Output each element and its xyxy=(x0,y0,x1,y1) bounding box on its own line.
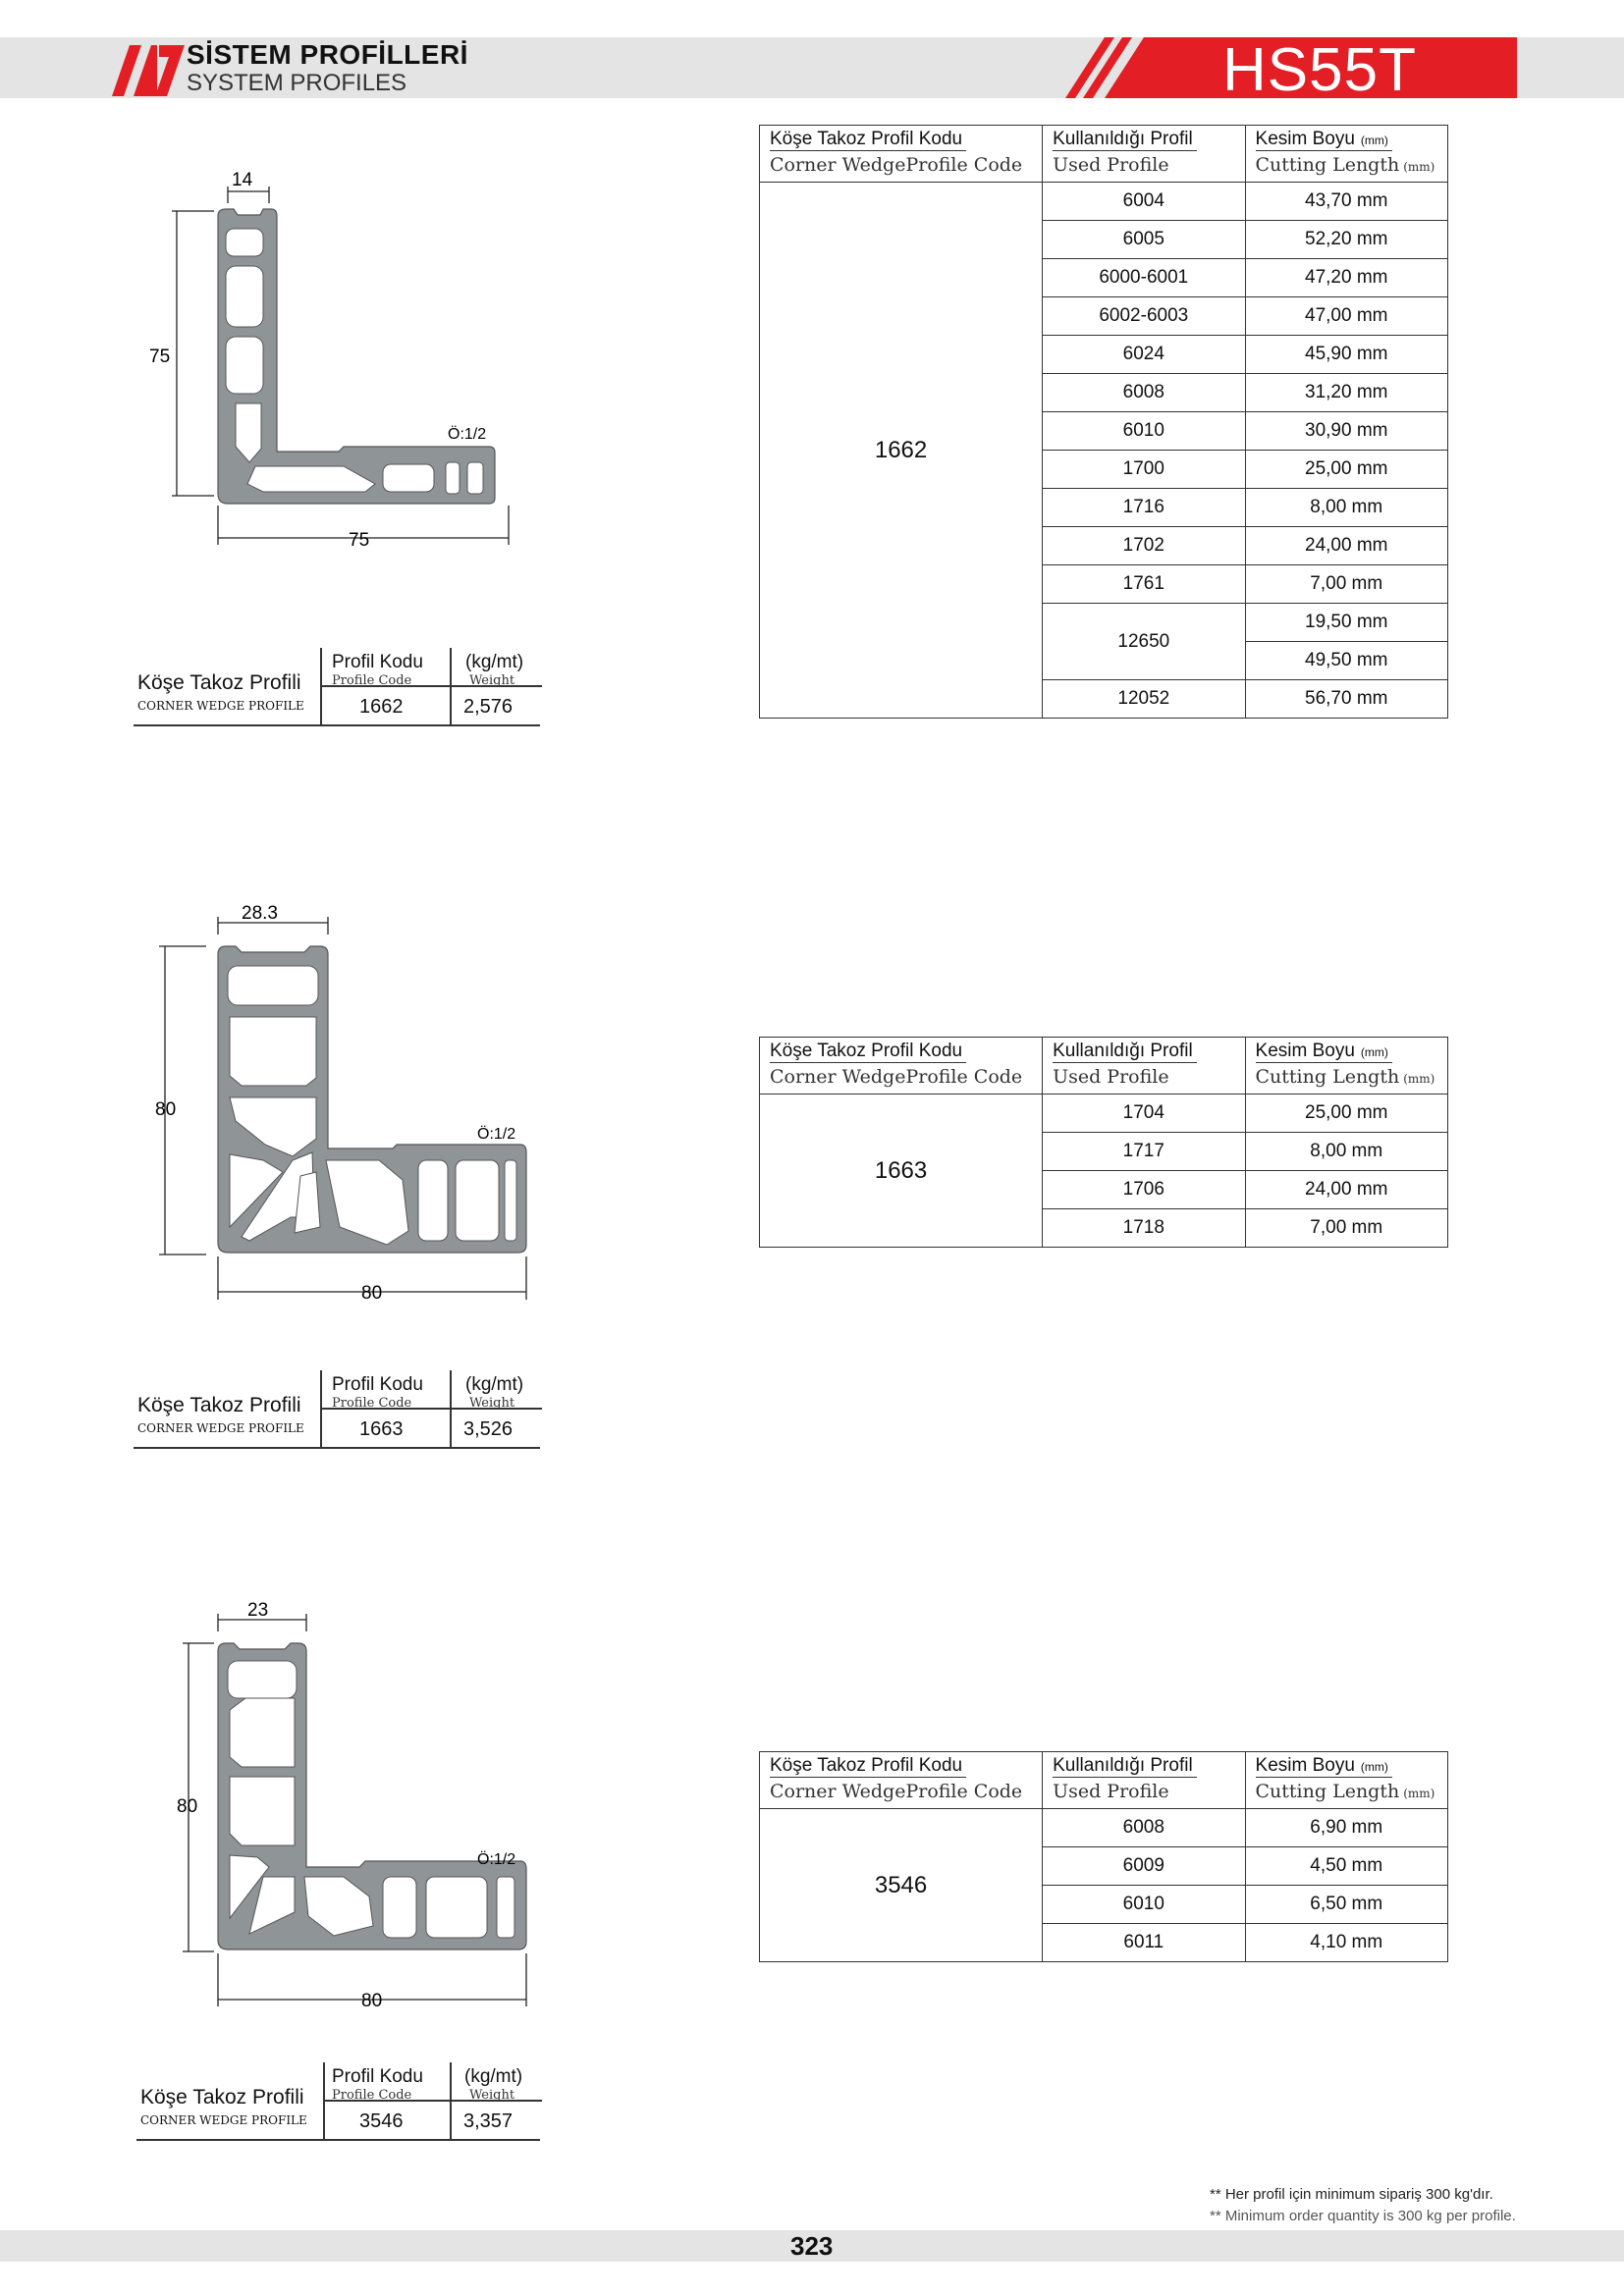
width-dimension: 14 xyxy=(232,172,253,190)
cutting-length-cell: 4,10 mm xyxy=(1245,1924,1447,1962)
height-dimension: 80 xyxy=(177,1796,198,1817)
weight-value: 3,526 xyxy=(463,1418,514,1440)
min-order-note-tr: ** Her profil için minimum sipariş 300 kg'dır. xyxy=(1210,2186,1493,2203)
min-order-note-en: ** Minimum order quantity is 300 kg per profile. xyxy=(1210,2208,1516,2224)
cutting-length-cell: 6,50 mm xyxy=(1245,1886,1447,1924)
cutting-length-cell: 19,50 mm xyxy=(1245,604,1447,642)
spec-name: Köşe Takoz Profili xyxy=(137,1394,301,1416)
base-dimension: 75 xyxy=(349,530,370,551)
brand-subtitle: SYSTEM PROFILES xyxy=(187,70,407,96)
cutting-table-1663 xyxy=(759,1037,1448,1248)
profile-drawing-1662 xyxy=(147,172,520,564)
cutting-length-cell: 6,90 mm xyxy=(1245,1809,1447,1847)
weight-value: 2,576 xyxy=(463,696,514,718)
spec-name-en: CORNER WEDGE PROFILE xyxy=(137,699,304,713)
used-profile-cell: 6010 xyxy=(1043,1886,1245,1924)
profile-code-label: Profil Kodu xyxy=(332,1374,423,1395)
used-profile-cell: 1761 xyxy=(1043,565,1245,604)
header-used-en: Used Profile xyxy=(1053,1781,1169,1802)
header-used-tr: Kullanıldığı Profil xyxy=(1053,1755,1197,1778)
profile-code-label-en: Profile Code xyxy=(332,2088,412,2103)
cutting-length-cell: 8,00 mm xyxy=(1245,489,1447,527)
weight-label: (kg/mt) xyxy=(464,2066,523,2087)
cutting-length-cell: 25,00 mm xyxy=(1245,1095,1447,1133)
profile-code-label: Profil Kodu xyxy=(332,652,423,672)
cutting-length-cell: 49,50 mm xyxy=(1245,642,1447,680)
used-profile-cell: 12052 xyxy=(1043,680,1245,719)
profile-code-value: 1662 xyxy=(359,696,404,718)
header-code-tr: Köşe Takoz Profil Kodu xyxy=(770,1755,966,1778)
used-profile-cell: 1700 xyxy=(1043,451,1245,489)
header-length-tr: Kesim Boyu (mm) xyxy=(1256,129,1392,151)
used-profile-cell: 6004 xyxy=(1043,183,1245,221)
height-dimension: 80 xyxy=(155,1099,177,1120)
header-length-tr: Kesim Boyu (mm) xyxy=(1256,1755,1392,1778)
cutting-length-cell: 24,00 mm xyxy=(1245,1171,1447,1209)
cutting-length-cell: 4,50 mm xyxy=(1245,1847,1447,1886)
cutting-length-cell: 31,20 mm xyxy=(1245,374,1447,412)
cutting-length-cell: 24,00 mm xyxy=(1245,527,1447,565)
cutting-length-cell: 47,00 mm xyxy=(1245,297,1447,336)
scale-label: Ö:1/2 xyxy=(477,1851,516,1868)
cutting-length-cell: 7,00 mm xyxy=(1245,565,1447,604)
cutting-length-cell: 8,00 mm xyxy=(1245,1133,1447,1171)
used-profile-cell: 1716 xyxy=(1043,489,1245,527)
header-used-en: Used Profile xyxy=(1053,154,1169,176)
spec-box-1662 xyxy=(137,648,550,726)
weight-label-en: Weight xyxy=(469,673,515,688)
used-profile-cell: 6010 xyxy=(1043,412,1245,451)
spec-name: Köşe Takoz Profili xyxy=(140,2086,304,2109)
cutting-length-cell: 45,90 mm xyxy=(1245,336,1447,374)
width-dimension: 28.3 xyxy=(242,903,278,924)
header-used-en: Used Profile xyxy=(1053,1066,1169,1088)
scale-label: Ö:1/2 xyxy=(477,1126,516,1143)
spec-name-en: CORNER WEDGE PROFILE xyxy=(140,2113,307,2127)
used-profile-cell: 1706 xyxy=(1043,1171,1245,1209)
scale-label: Ö:1/2 xyxy=(448,426,487,443)
header-code-en: Corner WedgeProfile Code xyxy=(770,1781,1023,1802)
spec-name-en: CORNER WEDGE PROFILE xyxy=(137,1421,304,1435)
cutting-length-cell: 56,70 mm xyxy=(1245,680,1447,719)
weight-label-en: Weight xyxy=(469,1396,515,1411)
profile-code-label-en: Profile Code xyxy=(332,1396,412,1411)
base-dimension: 80 xyxy=(361,1283,383,1304)
page-number: 323 xyxy=(790,2231,834,2261)
spec-box-3546 xyxy=(140,2062,553,2141)
cutting-length-cell: 47,20 mm xyxy=(1245,259,1447,297)
cutting-length-cell: 52,20 mm xyxy=(1245,221,1447,259)
brand-logo-icon xyxy=(108,39,187,98)
used-profile-cell: 6024 xyxy=(1043,336,1245,374)
header-used-tr: Kullanıldığı Profil xyxy=(1053,1041,1197,1063)
cutting-length-cell: 30,90 mm xyxy=(1245,412,1447,451)
used-profile-cell: 6009 xyxy=(1043,1847,1245,1886)
header-code-en: Corner WedgeProfile Code xyxy=(770,154,1023,176)
wedge-code-cell: 1662 xyxy=(760,183,1043,719)
header-code-tr: Köşe Takoz Profil Kodu xyxy=(770,129,966,151)
profile-code-value: 1663 xyxy=(359,1418,404,1440)
used-profile-cell: 1718 xyxy=(1043,1209,1245,1248)
used-profile-cell: 1717 xyxy=(1043,1133,1245,1171)
used-profile-cell: 1704 xyxy=(1043,1095,1245,1133)
weight-label: (kg/mt) xyxy=(465,652,524,672)
cutting-length-cell: 43,70 mm xyxy=(1245,183,1447,221)
weight-value: 3,357 xyxy=(463,2110,514,2132)
cutting-length-cell: 25,00 mm xyxy=(1245,451,1447,489)
header-length-en: Cutting Length (mm) xyxy=(1255,1781,1435,1802)
used-profile-cell: 6000-6001 xyxy=(1043,259,1245,297)
weight-label: (kg/mt) xyxy=(465,1374,524,1395)
profile-code-value: 3546 xyxy=(359,2110,404,2132)
cutting-length-cell: 7,00 mm xyxy=(1245,1209,1447,1248)
header-used-tr: Kullanıldığı Profil xyxy=(1053,129,1197,151)
profile-drawing-3546 xyxy=(147,1600,540,2012)
width-dimension: 23 xyxy=(247,1600,269,1621)
wedge-code-cell: 3546 xyxy=(760,1809,1043,1962)
weight-label-en: Weight xyxy=(469,2088,515,2103)
used-profile-cell: 6002-6003 xyxy=(1043,297,1245,336)
profile-drawing-1663 xyxy=(147,903,540,1315)
used-profile-cell: 6008 xyxy=(1043,1809,1245,1847)
header-length-en: Cutting Length (mm) xyxy=(1255,1066,1435,1088)
used-profile-cell: 12650 xyxy=(1043,604,1245,680)
wedge-code-cell: 1663 xyxy=(760,1095,1043,1248)
used-profile-cell: 6005 xyxy=(1043,221,1245,259)
header-code-tr: Köşe Takoz Profil Kodu xyxy=(770,1041,966,1063)
used-profile-cell: 6011 xyxy=(1043,1924,1245,1962)
height-dimension: 75 xyxy=(149,347,171,367)
spec-box-1663 xyxy=(137,1370,550,1449)
spec-name: Köşe Takoz Profili xyxy=(137,671,301,694)
header-code-en: Corner WedgeProfile Code xyxy=(770,1066,1023,1088)
cutting-table-1662 xyxy=(759,125,1448,719)
series-code: HS55T xyxy=(1222,36,1417,104)
header-length-en: Cutting Length (mm) xyxy=(1255,154,1435,176)
base-dimension: 80 xyxy=(361,1991,383,2011)
used-profile-cell: 6008 xyxy=(1043,374,1245,412)
used-profile-cell: 1702 xyxy=(1043,527,1245,565)
header-length-tr: Kesim Boyu (mm) xyxy=(1256,1041,1392,1063)
profile-code-label: Profil Kodu xyxy=(332,2066,423,2087)
cutting-table-3546 xyxy=(759,1751,1448,1962)
profile-code-label-en: Profile Code xyxy=(332,673,412,688)
brand-title: SİSTEM PROFİLLERİ xyxy=(187,39,468,70)
